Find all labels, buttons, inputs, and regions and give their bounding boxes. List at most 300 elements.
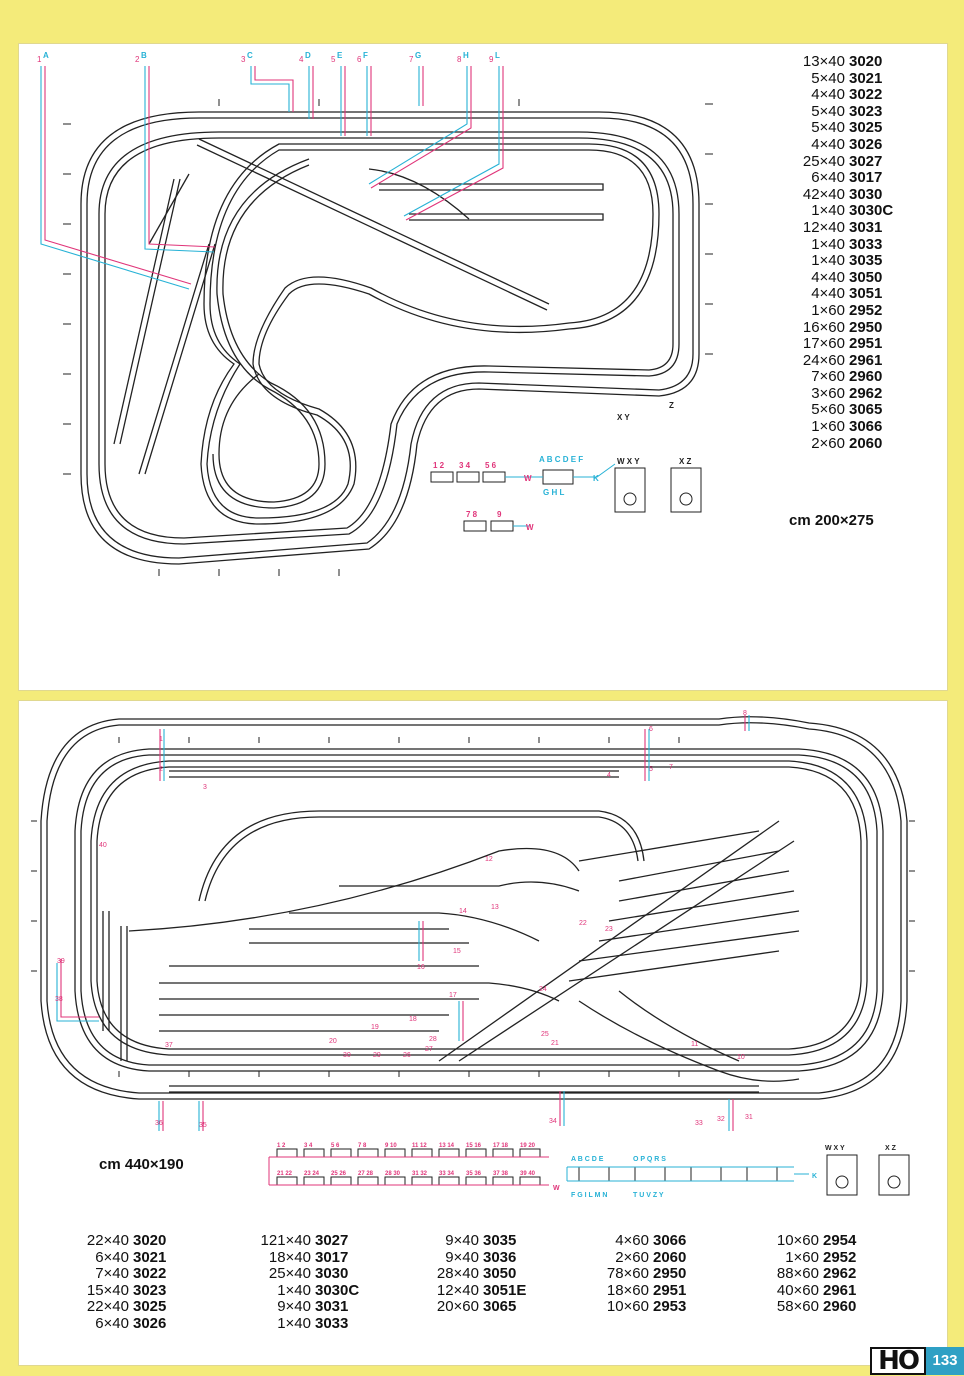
part-code: 3051E xyxy=(483,1281,527,1299)
ctrl-w-label: W xyxy=(524,474,532,483)
fan-track xyxy=(579,831,759,861)
turnout-number: 40 xyxy=(99,842,107,849)
turnout-number: 31 xyxy=(745,1114,753,1121)
yard-siding xyxy=(339,882,579,891)
parts-row xyxy=(789,120,893,137)
switch-pair-label: 37 38 xyxy=(493,1171,509,1177)
control-boxes-top xyxy=(431,468,701,531)
turnout-number: 37 xyxy=(165,1042,173,1049)
turnout-number: 7 xyxy=(409,55,414,64)
turnout-number: 34 xyxy=(549,1118,557,1125)
switch-box xyxy=(412,1177,432,1185)
part-code: 3021 xyxy=(133,1248,167,1266)
parts-row xyxy=(749,1250,856,1267)
part-quantity: 20×60 xyxy=(436,1298,479,1316)
ctrl-group-label: O P Q R S xyxy=(633,1156,666,1163)
part-code: 2060 xyxy=(653,1248,687,1266)
parts-row xyxy=(789,253,893,270)
ctrl-k-label: K xyxy=(812,1173,818,1180)
part-quantity: 6×40 xyxy=(95,1248,129,1266)
parts-row xyxy=(579,1299,686,1316)
part-code: 3022 xyxy=(133,1265,167,1283)
turnout-number: 12 xyxy=(485,856,493,863)
parts-row xyxy=(59,1316,166,1333)
parts-column-1 xyxy=(59,1233,166,1333)
left-siding xyxy=(103,911,109,1031)
fan-return xyxy=(579,1001,799,1081)
part-code: 3022 xyxy=(849,86,883,104)
turnout-number: 10 xyxy=(737,1054,745,1061)
middle-loop-inner-rail xyxy=(105,138,673,538)
parts-row xyxy=(789,54,893,71)
parts-row xyxy=(579,1233,686,1250)
left-siding xyxy=(121,926,127,1061)
part-code: 3066 xyxy=(849,418,883,436)
switch-panel xyxy=(635,1167,665,1181)
switch-pair-label: 39 40 xyxy=(520,1171,536,1177)
part-quantity: 88×60 xyxy=(776,1265,819,1283)
part-code: 3017 xyxy=(849,169,883,187)
part-quantity: 3×60 xyxy=(811,384,845,402)
part-code: 3050 xyxy=(483,1265,517,1283)
turnout-number: 17 xyxy=(449,992,457,999)
switch-box xyxy=(358,1149,378,1157)
switch-box xyxy=(358,1177,378,1185)
part-code: 2950 xyxy=(653,1265,687,1283)
turnout-number: 27 xyxy=(425,1046,433,1053)
part-code: 3020 xyxy=(849,53,883,70)
parts-row xyxy=(409,1283,526,1300)
parts-column-3 xyxy=(409,1233,526,1316)
turnout-number: 9 xyxy=(489,55,494,64)
part-code: 3025 xyxy=(133,1298,167,1316)
part-code: 3023 xyxy=(849,102,883,120)
part-quantity: 4×40 xyxy=(811,86,845,104)
parts-column-4 xyxy=(579,1233,686,1316)
part-quantity: 22×40 xyxy=(86,1232,129,1249)
part-code: 3066 xyxy=(653,1232,687,1249)
part-quantity: 22×40 xyxy=(86,1298,129,1316)
turnout-number: 6 xyxy=(357,55,362,64)
parts-row xyxy=(59,1250,166,1267)
yard-siding xyxy=(289,913,539,941)
ctrl-top-row: A B C D E F xyxy=(539,455,584,464)
parts-column-5 xyxy=(749,1233,856,1316)
siding-2 xyxy=(409,214,603,220)
part-quantity: 9×40 xyxy=(445,1232,479,1249)
part-quantity: 5×40 xyxy=(811,119,845,137)
turnout-number: 21 xyxy=(551,1040,559,1047)
ctrl-pair-label: 7 8 xyxy=(466,510,478,519)
switch-pair-label: 17 18 xyxy=(493,1143,509,1149)
parts-row xyxy=(789,220,893,237)
turnout-number: 32 xyxy=(717,1116,725,1123)
turnout-number: 7 xyxy=(669,764,673,771)
page-number: 133 xyxy=(926,1347,964,1375)
part-quantity: 15×40 xyxy=(86,1281,129,1299)
part-code: 3050 xyxy=(849,268,883,286)
part-quantity: 7×60 xyxy=(811,368,845,386)
parts-row xyxy=(749,1283,856,1300)
fan-ladder xyxy=(459,841,794,1061)
switch-pair-label: 5 6 xyxy=(331,1143,340,1149)
part-quantity: 42×40 xyxy=(802,185,845,203)
switch-pair-label: 28 30 xyxy=(385,1171,401,1177)
switch-box xyxy=(439,1177,459,1185)
parts-row xyxy=(789,369,893,386)
transformer-label: X Z xyxy=(679,457,692,466)
turnout-letter: D xyxy=(305,51,311,60)
switch-box xyxy=(385,1177,405,1185)
part-quantity: 1×40 xyxy=(811,252,845,270)
part-quantity: 1×40 xyxy=(811,235,845,253)
ctrl-group-label: A B C D E xyxy=(571,1156,604,1163)
part-quantity: 2×60 xyxy=(811,434,845,452)
parts-row xyxy=(789,203,893,220)
siding-1 xyxy=(379,184,603,190)
switch-pair-label: 11 12 xyxy=(412,1143,427,1149)
part-code: 3065 xyxy=(483,1298,517,1316)
part-code: 3027 xyxy=(849,152,883,170)
turnout-number: 1 xyxy=(37,55,42,64)
part-code: 3025 xyxy=(849,119,883,137)
part-code: 3021 xyxy=(849,69,883,87)
track-xy-label: X Y xyxy=(617,413,630,422)
part-quantity: 1×60 xyxy=(811,418,845,436)
parts-row xyxy=(749,1299,856,1316)
switch-pair-label: 31 32 xyxy=(412,1171,428,1177)
switch-pair-label: 23 24 xyxy=(304,1171,320,1177)
fan-track xyxy=(579,931,799,961)
part-code: 3026 xyxy=(133,1314,167,1332)
part-code: 3051 xyxy=(849,285,883,303)
part-quantity: 25×40 xyxy=(268,1265,311,1283)
parts-row xyxy=(241,1283,359,1300)
part-quantity: 4×40 xyxy=(811,268,845,286)
parts-row xyxy=(409,1266,526,1283)
parts-row xyxy=(789,353,893,370)
turnout-number: 3 xyxy=(241,55,246,64)
part-quantity: 4×40 xyxy=(811,135,845,153)
parts-row xyxy=(789,187,893,204)
turnout-number: 4 xyxy=(607,772,611,779)
yard-siding xyxy=(159,983,559,1001)
turnout-letter: B xyxy=(141,51,147,60)
layout-panel-bottom xyxy=(18,700,948,1366)
turnout-letter: F xyxy=(363,51,368,60)
loop-2-track xyxy=(75,749,883,1071)
switch-box xyxy=(466,1177,486,1185)
turnout-number: 29 xyxy=(373,1052,381,1059)
switch-box xyxy=(520,1149,540,1157)
switch-pair-label: 13 14 xyxy=(439,1143,455,1149)
turnout-number: 2 xyxy=(159,766,163,773)
part-quantity: 1×40 xyxy=(811,202,845,220)
part-quantity: 121×40 xyxy=(260,1232,311,1249)
parts-row xyxy=(749,1233,856,1250)
turnout-number: 35 xyxy=(199,1122,207,1129)
parts-row xyxy=(789,303,893,320)
parts-row xyxy=(579,1250,686,1267)
part-code: 2952 xyxy=(849,301,883,319)
turnout-number: 30 xyxy=(343,1052,351,1059)
switch-pair-label: 7 8 xyxy=(358,1143,367,1149)
upper-return-track xyxy=(129,849,579,932)
part-quantity: 18×40 xyxy=(268,1248,311,1266)
parts-row xyxy=(749,1266,856,1283)
parts-row xyxy=(241,1316,359,1333)
parts-row xyxy=(579,1283,686,1300)
layout-dimensions-top: cm 200×275 xyxy=(789,512,874,529)
ctrl-pair-label: 1 2 xyxy=(433,461,445,470)
part-code: 3033 xyxy=(315,1314,349,1332)
part-quantity: 25×40 xyxy=(802,152,845,170)
part-code: 2951 xyxy=(849,335,883,353)
switch-box xyxy=(277,1149,297,1157)
switch-box xyxy=(412,1149,432,1157)
transformer-label: W X Y xyxy=(825,1145,845,1152)
part-code: 2952 xyxy=(823,1248,857,1266)
switch-pair-label: 33 34 xyxy=(439,1171,455,1177)
part-code: 3020 xyxy=(133,1232,167,1249)
figure-track xyxy=(217,159,319,502)
turnout-number: 39 xyxy=(57,958,65,965)
turnout-number: 33 xyxy=(695,1120,703,1127)
part-quantity: 16×60 xyxy=(802,318,845,336)
parts-row xyxy=(59,1299,166,1316)
switch-box xyxy=(277,1177,297,1185)
switch-box xyxy=(466,1149,486,1157)
switch-pair-label: 35 36 xyxy=(466,1171,482,1177)
part-quantity: 1×60 xyxy=(811,301,845,319)
transformer-label: W X Y xyxy=(617,457,640,466)
parts-row xyxy=(789,336,893,353)
part-quantity: 13×40 xyxy=(802,53,845,70)
parts-row xyxy=(789,320,893,337)
ho-logo: HO xyxy=(870,1347,926,1375)
turnout-letter: E xyxy=(337,51,343,60)
parts-row xyxy=(409,1299,526,1316)
part-code: 3023 xyxy=(133,1281,167,1299)
switch-pair-label: 15 16 xyxy=(466,1143,482,1149)
switch-box xyxy=(331,1177,351,1185)
switch-box xyxy=(493,1177,513,1185)
part-quantity: 5×40 xyxy=(811,69,845,87)
parts-row xyxy=(789,270,893,287)
turnout-number: 4 xyxy=(299,55,304,64)
part-code: 3035 xyxy=(483,1232,517,1249)
track-z-label: Z xyxy=(669,401,674,410)
part-code: 3030C xyxy=(849,202,894,220)
parts-row xyxy=(409,1233,526,1250)
switch-pair-label: 21 22 xyxy=(277,1171,293,1177)
part-quantity: 5×60 xyxy=(811,401,845,419)
part-quantity: 17×60 xyxy=(802,335,845,353)
turnout-letter: H xyxy=(463,51,469,60)
part-code: 2950 xyxy=(849,318,883,336)
turnout-letter: A xyxy=(43,51,49,60)
part-code: 3026 xyxy=(849,135,883,153)
part-quantity: 58×60 xyxy=(776,1298,819,1316)
parts-column-2 xyxy=(241,1233,359,1333)
turnout-number: 5 xyxy=(649,766,653,773)
parts-row xyxy=(241,1266,359,1283)
ctrl-w-label: W xyxy=(526,523,534,532)
fan-track xyxy=(599,911,799,941)
part-code: 2060 xyxy=(849,434,883,452)
fan-track xyxy=(569,951,779,981)
part-code: 2961 xyxy=(849,351,883,369)
turnout-number: 38 xyxy=(55,996,63,1003)
part-code: 3065 xyxy=(849,401,883,419)
part-quantity: 6×40 xyxy=(95,1314,129,1332)
parts-row xyxy=(241,1299,359,1316)
switch-box xyxy=(331,1149,351,1157)
parts-row xyxy=(789,419,893,436)
switch-box xyxy=(439,1149,459,1157)
parts-row xyxy=(409,1250,526,1267)
turnout-number: 11 xyxy=(691,1041,699,1048)
turnout-number: 14 xyxy=(459,908,467,915)
switch-pair-label: 9 10 xyxy=(385,1143,397,1149)
switch-panel xyxy=(747,1167,777,1181)
part-quantity: 24×60 xyxy=(802,351,845,369)
part-code: 3027 xyxy=(315,1232,349,1249)
parts-row xyxy=(789,402,893,419)
diagonal-track xyxy=(199,139,549,304)
part-code: 2961 xyxy=(823,1281,857,1299)
part-code: 3017 xyxy=(315,1248,349,1266)
part-quantity: 7×40 xyxy=(95,1265,129,1283)
parts-row xyxy=(241,1250,359,1267)
parts-row xyxy=(789,386,893,403)
part-quantity: 1×40 xyxy=(277,1314,311,1332)
turnout-number: 8 xyxy=(457,55,462,64)
ctrl-group-label: F G I L M N xyxy=(571,1192,608,1199)
turnout-number: 36 xyxy=(155,1120,163,1127)
turnout-number: 22 xyxy=(579,920,587,927)
ctrl-pair-label: 9 xyxy=(497,510,502,519)
part-code: 3030 xyxy=(315,1265,349,1283)
part-quantity: 1×40 xyxy=(277,1281,311,1299)
parts-row xyxy=(241,1233,359,1250)
part-quantity: 6×40 xyxy=(811,169,845,187)
part-code: 3033 xyxy=(849,235,883,253)
parts-row xyxy=(789,137,893,154)
switch-pair-label: 3 4 xyxy=(304,1143,313,1149)
part-quantity: 4×60 xyxy=(615,1232,649,1249)
part-code: 2960 xyxy=(849,368,883,386)
ctrl-group-label: T U V Z Y xyxy=(633,1192,664,1199)
ctrl-w-label: W xyxy=(553,1185,560,1192)
inner-loop-track xyxy=(199,811,644,901)
turnout-number: 20 xyxy=(329,1038,337,1045)
switch-pair-label: 19 20 xyxy=(520,1143,536,1149)
figure-track-rail xyxy=(213,165,325,508)
layout-dimensions-bottom: cm 440×190 xyxy=(99,1156,184,1173)
switch-box xyxy=(520,1177,540,1185)
turnout-number: 8 xyxy=(743,710,747,717)
switch-panel xyxy=(691,1167,721,1181)
turnout-number: 26 xyxy=(403,1052,411,1059)
switch-pair-label: 25 26 xyxy=(331,1171,347,1177)
station-track-bottom xyxy=(169,1086,759,1092)
parts-row xyxy=(59,1266,166,1283)
part-quantity: 10×60 xyxy=(606,1298,649,1316)
part-code: 2962 xyxy=(849,384,883,402)
part-code: 3030C xyxy=(315,1281,360,1299)
part-quantity: 40×60 xyxy=(776,1281,819,1299)
loop-3-track xyxy=(91,761,867,1055)
switch-box xyxy=(385,1149,405,1157)
part-quantity: 10×60 xyxy=(776,1232,819,1249)
transformer-label: X Z xyxy=(885,1145,896,1152)
ctrl-bottom-row: G H L xyxy=(543,488,565,497)
parts-row xyxy=(789,87,893,104)
part-code: 2962 xyxy=(823,1265,857,1283)
part-code: 2954 xyxy=(823,1232,857,1249)
part-code: 2953 xyxy=(653,1298,687,1316)
part-code: 3036 xyxy=(483,1248,517,1266)
part-quantity: 12×40 xyxy=(436,1281,479,1299)
parts-row xyxy=(789,71,893,88)
parts-row xyxy=(789,104,893,121)
turnout-number: 24 xyxy=(539,986,547,993)
turnout-number: 18 xyxy=(409,1016,417,1023)
parts-list-top xyxy=(789,54,893,452)
part-code: 3035 xyxy=(849,252,883,270)
switch-box xyxy=(493,1149,513,1157)
turnout-letter: L xyxy=(495,51,500,60)
part-quantity: 5×40 xyxy=(811,102,845,120)
part-quantity: 9×40 xyxy=(277,1298,311,1316)
switch-pair-label: 1 2 xyxy=(277,1143,286,1149)
parts-row xyxy=(789,170,893,187)
left-siding-1 xyxy=(114,179,180,444)
part-quantity: 4×40 xyxy=(811,285,845,303)
turnout-number: 15 xyxy=(453,948,461,955)
parts-row xyxy=(59,1233,166,1250)
turnout-number: 2 xyxy=(135,55,140,64)
switch-pair-label: 27 28 xyxy=(358,1171,374,1177)
turnout-number: 25 xyxy=(541,1031,549,1038)
part-code: 3030 xyxy=(849,185,883,203)
turnout-number: 5 xyxy=(331,55,336,64)
turnout-number: 28 xyxy=(429,1036,437,1043)
part-quantity: 9×40 xyxy=(445,1248,479,1266)
part-quantity: 2×60 xyxy=(615,1248,649,1266)
turnout-number: 3 xyxy=(203,784,207,791)
part-code: 3031 xyxy=(849,218,883,236)
station-track-top xyxy=(169,771,619,777)
inner-loop-track xyxy=(201,144,659,524)
loop-2-inner-rail xyxy=(81,755,877,1065)
parts-row xyxy=(789,286,893,303)
parts-row xyxy=(579,1266,686,1283)
switch-panel xyxy=(579,1167,609,1181)
ctrl-pair-label: 5 6 xyxy=(485,461,497,470)
fan-return xyxy=(619,991,739,1061)
left-siding-3 xyxy=(149,174,189,244)
parts-row xyxy=(789,436,893,453)
turnout-number: 19 xyxy=(371,1024,379,1031)
part-code: 2960 xyxy=(823,1298,857,1316)
part-quantity: 18×60 xyxy=(606,1281,649,1299)
turnout-letter: C xyxy=(247,51,253,60)
ctrl-pair-label: 3 4 xyxy=(459,461,471,470)
inner-loop-inner-rail xyxy=(207,150,653,518)
part-code: 3031 xyxy=(315,1298,349,1316)
